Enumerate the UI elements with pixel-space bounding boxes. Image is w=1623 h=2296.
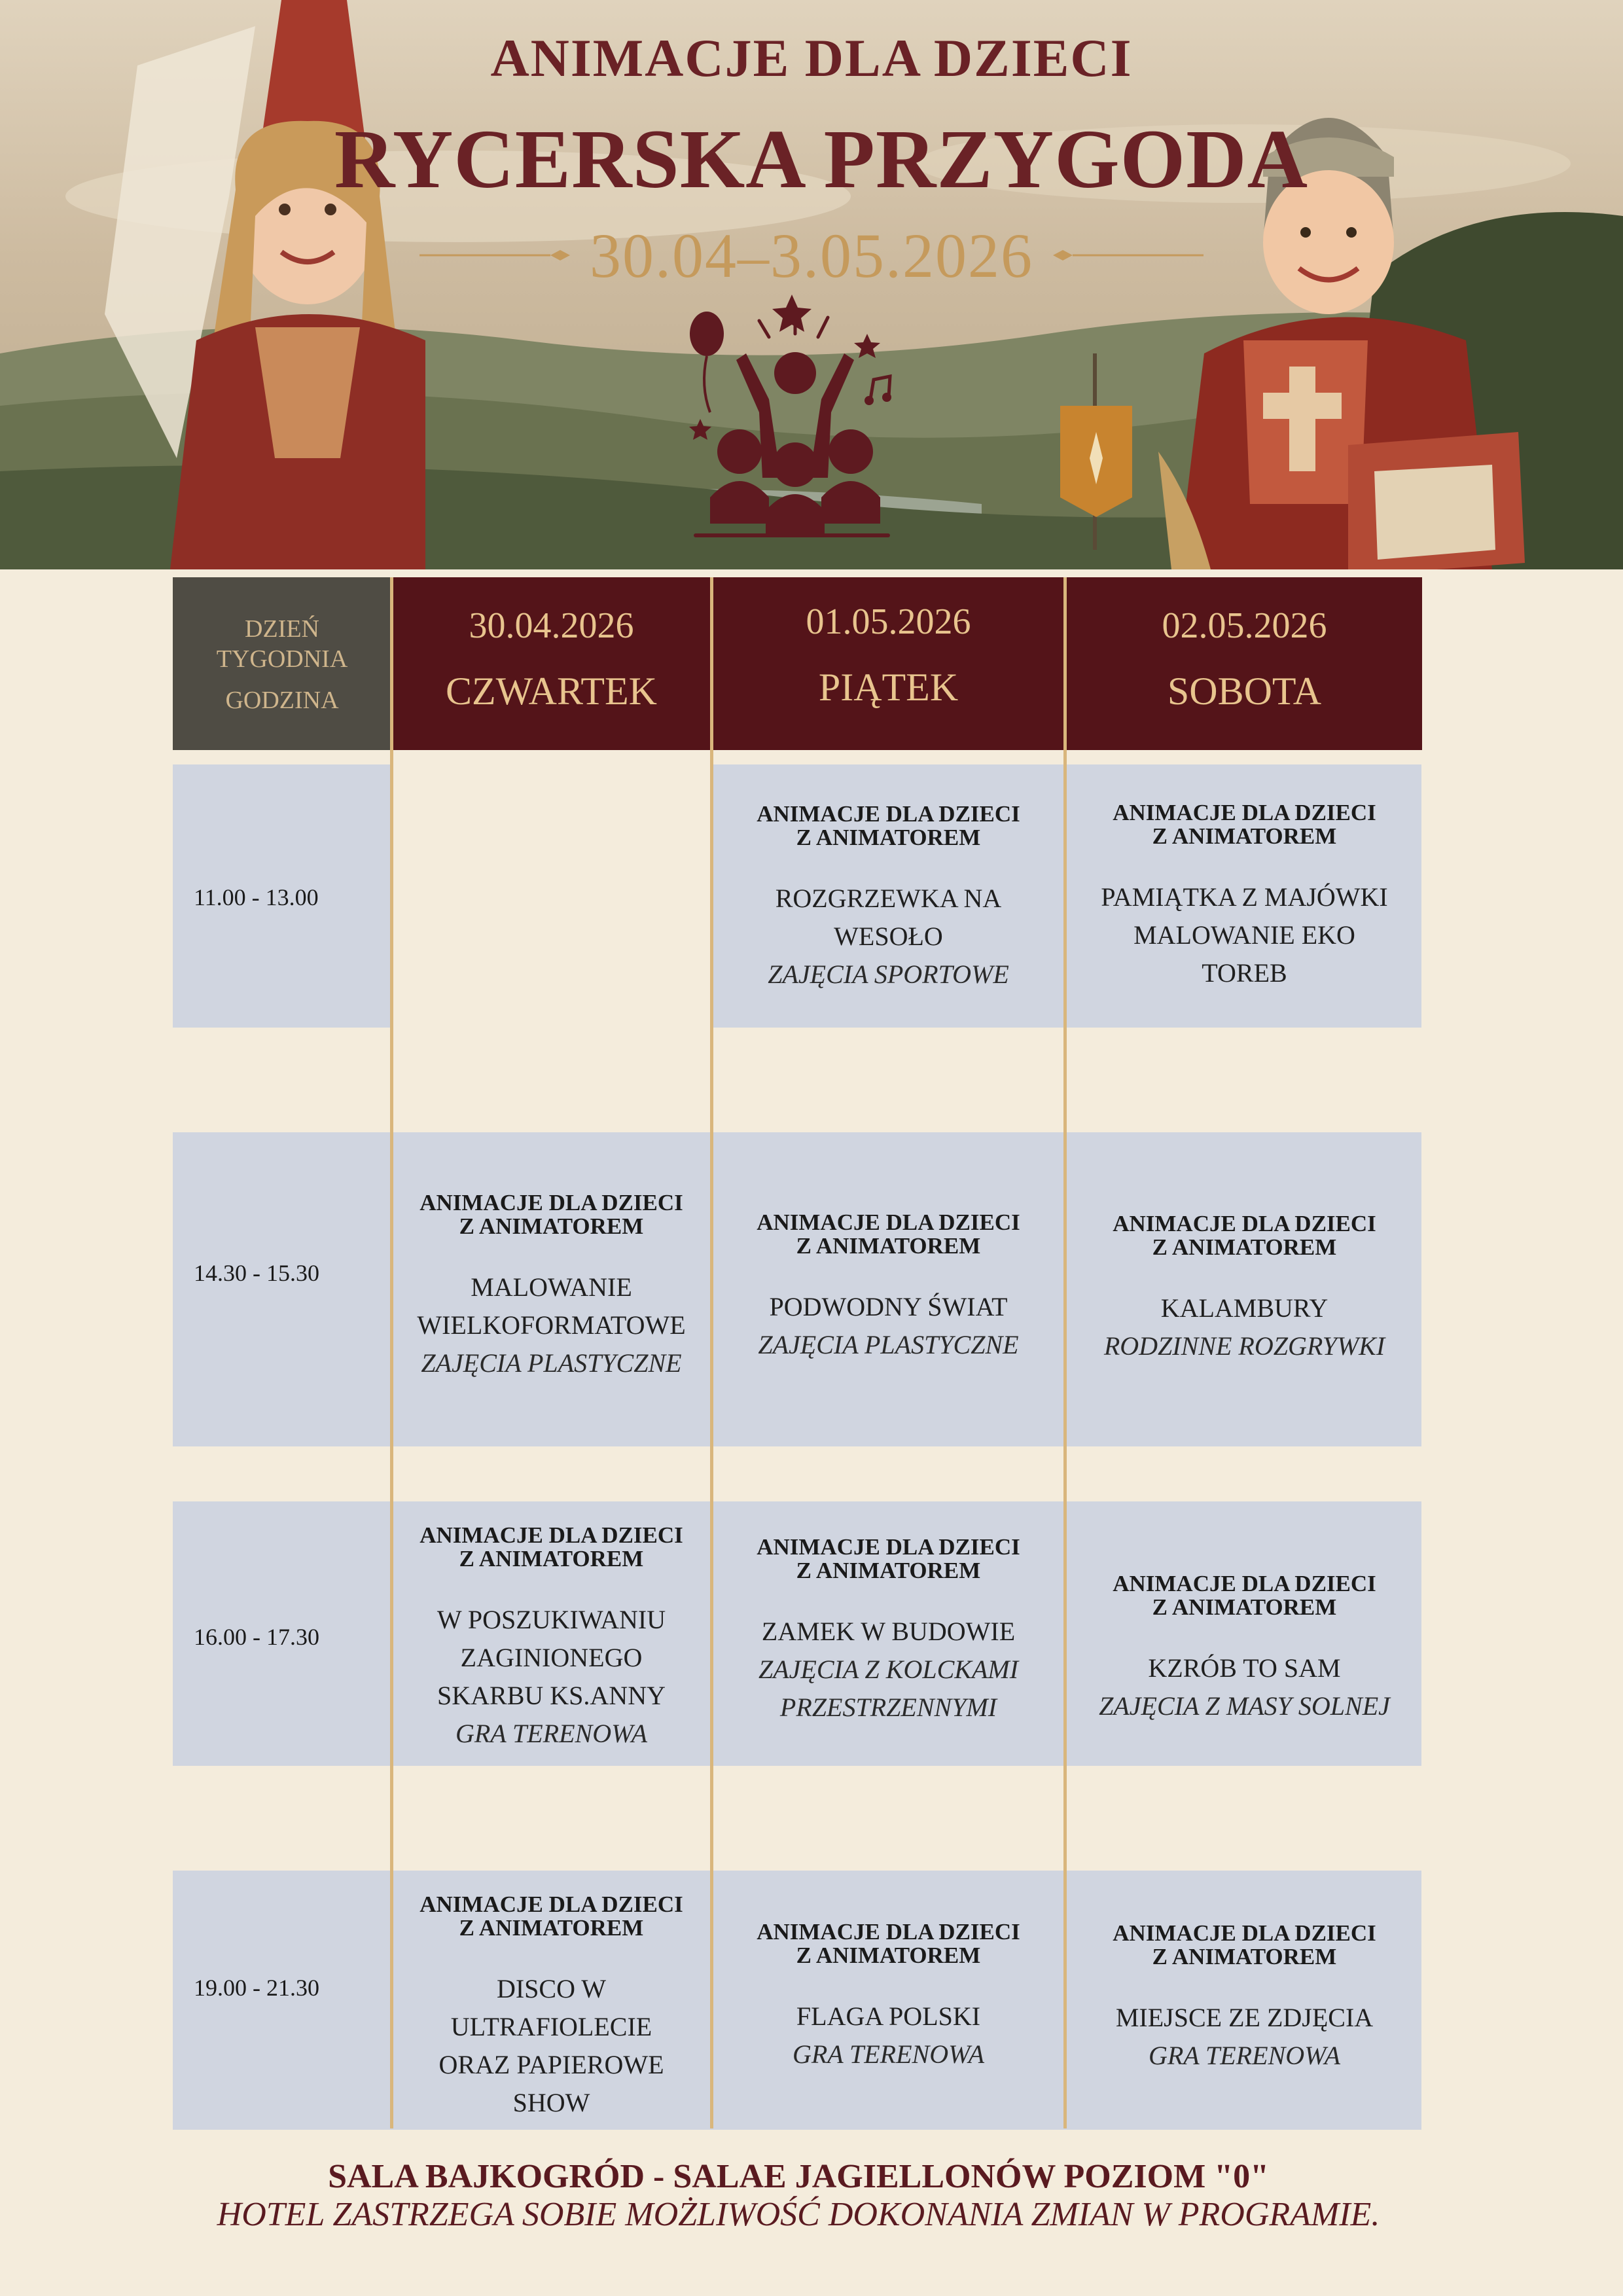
- activity-header: Z ANIMATOREM: [796, 1943, 981, 1968]
- activity-type: ZAJĘCIA Z MASY SOLNEJ: [1099, 1691, 1390, 1721]
- corner-header: [173, 577, 391, 750]
- activity-header: Z ANIMATOREM: [1152, 1234, 1337, 1260]
- time-slot: 11.00 - 13.00: [194, 884, 319, 910]
- activity-name: ULTRAFIOLECIE: [450, 2012, 652, 2041]
- activity-header: Z ANIMATOREM: [1152, 1944, 1337, 1969]
- banner-flag: [1054, 353, 1145, 550]
- activity-name: SHOW: [512, 2088, 590, 2117]
- activity-header: ANIMACJE DLA DZIECI: [1113, 800, 1376, 825]
- activity-name: PODWODNY ŚWIAT: [769, 1292, 1008, 1321]
- activity-header: ANIMACJE DLA DZIECI: [757, 1210, 1020, 1235]
- hero-banner: [0, 0, 1623, 569]
- activity-name: KZRÓB TO SAM: [1148, 1653, 1341, 1683]
- column-header-friday: [713, 577, 1064, 750]
- activity-name: ORAZ PAPIEROWE: [438, 2050, 664, 2079]
- corner-week-label: TYGODNIA: [216, 645, 348, 673]
- activity-cell: [393, 1893, 710, 2122]
- activity-name: ZAMEK W BUDOWIE: [761, 1617, 1016, 1646]
- activity-header: ANIMACJE DLA DZIECI: [1113, 1571, 1376, 1596]
- activity-name: DISCO W: [496, 1974, 607, 2003]
- activity-name: MALOWANIE: [471, 1272, 632, 1302]
- activity-header: ANIMACJE DLA DZIECI: [419, 1522, 683, 1548]
- activity-header: Z ANIMATOREM: [796, 1233, 981, 1259]
- activity-header: ANIMACJE DLA DZIECI: [757, 1534, 1020, 1560]
- activity-header: ANIMACJE DLA DZIECI: [757, 1919, 1020, 1945]
- activity-name: KALAMBURY: [1160, 1293, 1329, 1323]
- activity-name: MALOWANIE EKO: [1133, 920, 1355, 950]
- activity-type: GRA TERENOWA: [455, 1719, 648, 1748]
- activity-cell: [713, 802, 1064, 994]
- column-date: 02.05.2026: [1162, 605, 1327, 646]
- activity-type: GRA TERENOWA: [1148, 2041, 1341, 2070]
- activity-header: Z ANIMATOREM: [796, 825, 981, 850]
- activity-cell: [1067, 801, 1422, 992]
- time-slot: 16.00 - 17.30: [194, 1624, 319, 1650]
- kids-party-icon: [681, 281, 903, 543]
- time-slot: 19.00 - 21.30: [194, 1975, 319, 2001]
- activity-type: ZAJĘCIA PLASTYCZNE: [421, 1348, 682, 1378]
- activity-header: Z ANIMATOREM: [1152, 823, 1337, 849]
- empty-cell: [393, 764, 710, 1028]
- activity-cell: [713, 1535, 1064, 1727]
- activity-cell: [1067, 1572, 1422, 1725]
- time-slot: 14.30 - 15.30: [194, 1260, 319, 1286]
- activity-name: PAMIĄTKA Z MAJÓWKI: [1101, 882, 1388, 912]
- event-title: RYCERSKA PRZYGODA: [334, 113, 1309, 206]
- activity-cell: [393, 1191, 710, 1382]
- activity-header: ANIMACJE DLA DZIECI: [1113, 1920, 1376, 1946]
- activity-cell: [1067, 1922, 1422, 2075]
- event-subtitle: ANIMACJE DLA DZIECI: [490, 28, 1133, 88]
- activity-name: ZAGINIONEGO: [460, 1643, 643, 1672]
- activity-header: ANIMACJE DLA DZIECI: [419, 1892, 683, 1917]
- activity-header: Z ANIMATOREM: [459, 1915, 644, 1941]
- activity-header: ANIMACJE DLA DZIECI: [1113, 1211, 1376, 1236]
- activity-type: ZAJĘCIA Z KOLCKAMI: [758, 1655, 1019, 1684]
- event-dates: 30.04–3.05.2026: [590, 220, 1033, 291]
- activity-cell: [393, 1524, 710, 1753]
- column-day: SOBOTA: [1167, 670, 1322, 713]
- corner-day-label: DZIEŃ: [245, 615, 319, 643]
- event-dates-row: [0, 220, 1623, 291]
- activity-header: Z ANIMATOREM: [459, 1213, 644, 1239]
- activity-name: W POSZUKIWANIU: [437, 1605, 666, 1634]
- column-header-thursday: [393, 577, 710, 750]
- activity-type: PRZESTRZENNYMI: [779, 1693, 997, 1722]
- activity-type: GRA TERENOWA: [792, 2039, 985, 2069]
- activity-name: FLAGA POLSKI: [796, 2001, 981, 2031]
- column-header-saturday: [1067, 577, 1422, 750]
- column-day: PIĄTEK: [818, 666, 959, 709]
- activity-header: Z ANIMATOREM: [796, 1558, 981, 1583]
- column-date: 01.05.2026: [806, 601, 971, 642]
- activity-header: ANIMACJE DLA DZIECI: [419, 1190, 683, 1215]
- activity-cell: [713, 1211, 1064, 1364]
- ornament-left-icon: [419, 249, 570, 262]
- activity-name: TOREB: [1202, 958, 1287, 988]
- activity-type: ZAJĘCIA PLASTYCZNE: [758, 1330, 1019, 1359]
- activity-name: WESOŁO: [834, 922, 943, 951]
- activity-name: WIELKOFORMATOWE: [417, 1310, 686, 1340]
- activity-header: Z ANIMATOREM: [1152, 1594, 1337, 1620]
- activity-header: Z ANIMATOREM: [459, 1546, 644, 1571]
- activity-cell: [1067, 1212, 1422, 1365]
- ornament-right-icon: [1053, 249, 1204, 262]
- column-date: 30.04.2026: [469, 605, 634, 646]
- location-note: SALA BAJKOGRÓD - SALAE JAGIELLONÓW POZIOM "0": [328, 2158, 1269, 2195]
- disclaimer-note: HOTEL ZASTRZEGA SOBIE MOŻLIWOŚĆ DOKONANIA ZMIAN W PROGRAMIE.: [217, 2196, 1380, 2233]
- column-day: CZWARTEK: [445, 670, 658, 713]
- activity-cell: [713, 1920, 1064, 2073]
- activity-name: SKARBU KS.ANNY: [437, 1681, 666, 1710]
- activity-type: ZAJĘCIA SPORTOWE: [768, 960, 1009, 989]
- corner-hour-label: GODZINA: [225, 687, 339, 714]
- activity-type: RODZINNE ROZGRYWKI: [1103, 1331, 1385, 1361]
- activity-header: ANIMACJE DLA DZIECI: [757, 801, 1020, 827]
- activity-name: MIEJSCE ZE ZDJĘCIA: [1115, 2003, 1374, 2032]
- activity-name: ROZGRZEWKA NA: [775, 884, 1002, 913]
